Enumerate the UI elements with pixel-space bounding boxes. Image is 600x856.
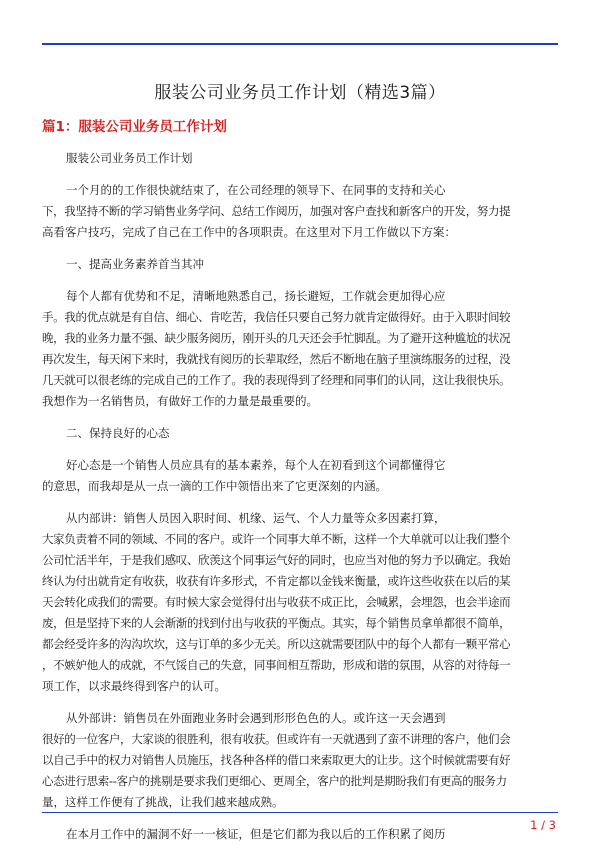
paragraph-line: 以自己手中的权力对销售人员施压，找各种各样的借口来索取更大的让步。这个时候就需要有好 bbox=[42, 753, 511, 767]
paragraph-line: 从内部讲：销售人员因入职时间、机缘、运气、个人力量等众多因素打算， bbox=[66, 511, 446, 525]
paragraph-line: 我想作为一名销售员，有做好工作的力量是最重要的。 bbox=[42, 394, 318, 408]
paragraph-line: 公司忙活半年，于是我们感叹、欣羡这个同事运气好的同时，也应当对他的努力予以确定。我始 bbox=[42, 553, 511, 567]
paragraph-line: 一个月的的工作很快就结束了，在公司经理的领导下、在同事的支持和关心 bbox=[66, 183, 446, 197]
heading-2: 二、保持良好的心态 bbox=[66, 426, 170, 440]
paragraph-line: 好心态是一个销售人员应具有的基本素养，每个人在初看到这个词都懂得它 bbox=[66, 458, 446, 472]
paragraph-6 bbox=[42, 824, 558, 845]
paragraph-3 bbox=[42, 455, 558, 497]
paragraph-4 bbox=[42, 508, 558, 697]
paragraph-line: 项工作，以求最终得到客户的认可。 bbox=[42, 679, 226, 693]
document-title: 服装公司业务员工作计划（精选3篇） bbox=[154, 83, 446, 103]
paragraph-line: 再次发生，每天闲下来时，我就找有阅历的长辈取经，然后不断地在脑子里演练服务的过程，没 bbox=[42, 352, 511, 366]
header-rule bbox=[42, 43, 558, 45]
paragraph-line: 大家负责着不同的领域、不同的客户。或许一个同事大单不断，这样一个大单就可以让我们整个 bbox=[42, 532, 511, 546]
paragraph-5 bbox=[42, 708, 558, 813]
paragraph-line: 几天就可以很老练的完成自己的工作了。我的表现得到了经理和同事们的认同，这让我很快乐。 bbox=[42, 373, 511, 387]
document-body bbox=[42, 148, 558, 856]
paragraph-line: 每个人都有优势和不足，清晰地熟悉自己，扬长避短，工作就会更加得心应 bbox=[66, 289, 446, 303]
paragraph-line: 高看客户技巧，完成了自己在工作中的各项职责。在这里对下月工作做以下方案： bbox=[42, 225, 456, 239]
paragraph-line: ，不嫉妒他人的成就，不气馁自己的失意，同事间相互帮助，形成和谐的氛围，从容的对待每一 bbox=[42, 658, 511, 672]
paragraph-line: 天会转化成我们的需要。有时候大家会觉得付出与收获不成正比，会喊累，会埋怨，也会半途而 bbox=[42, 595, 511, 609]
paragraph-line: 从外部讲：销售员在外面跑业务时会遇到形形色色的人。或许这一天会遇到 bbox=[66, 711, 446, 725]
paragraph-line: 很好的一位客户，大家谈的很胜利，很有收获。但或许有一天就遇到了蛮不讲理的客户，他们会 bbox=[42, 732, 511, 746]
paragraph-line: 的意思，而我却是从一点一滴的工作中领悟出来了它更深刻的内涵。 bbox=[42, 479, 387, 493]
subtitle: 服装公司业务员工作计划 bbox=[66, 151, 193, 165]
heading-1: 一、提高业务素养首当其冲 bbox=[66, 257, 204, 271]
paragraph-line: 心态进行思索--客户的挑剔是要求我们更细心、更周全，客户的批判是期盼我们有更高的服务力 bbox=[42, 774, 507, 788]
paragraph-line: 量，这样工作便有了挑战，让我们越来越成熟。 bbox=[42, 795, 284, 809]
page-number: 1 / 3 bbox=[530, 818, 556, 832]
paragraph-line: 手。我的优点就是有自信、细心、肯吃苦，我信任只要自己努力就肯定做得好。由于入职时间较 bbox=[42, 310, 511, 324]
paragraph-2 bbox=[42, 286, 558, 412]
paragraph-line: 废，但是坚持下来的人会渐渐的找到付出与收获的平衡点。其实，每个销售员拿单都很不简单， bbox=[42, 616, 511, 630]
paragraph-line: 下，我坚持不断的学习销售业务学问、总结工作阅历，加强对客户查找和新客户的开发，努力提 bbox=[42, 204, 511, 218]
paragraph-line: 终认为付出就肯定有收获，收获有许多形式，不肯定都以金钱来衡量，或许这些收获在以后的某 bbox=[42, 574, 511, 588]
paragraph-line: 在本月工作中的漏洞不好一一核证，但是它们都为我以后的工作积累了阅历 bbox=[66, 827, 446, 841]
footer-rule bbox=[42, 812, 558, 813]
section-heading: 篇1：服装公司业务员工作计划 bbox=[42, 119, 227, 135]
paragraph-1 bbox=[42, 180, 558, 243]
paragraph-line: 晚，我的业务力量不强、缺少服务阅历，刚开头的几天还会手忙脚乱。为了避开这种尴尬的状况 bbox=[42, 331, 511, 345]
paragraph-line: 都会经受许多的沟沟坎坎，这与订单的多少无关。所以这就需要团队中的每个人都有一颗平常心 bbox=[42, 637, 511, 651]
